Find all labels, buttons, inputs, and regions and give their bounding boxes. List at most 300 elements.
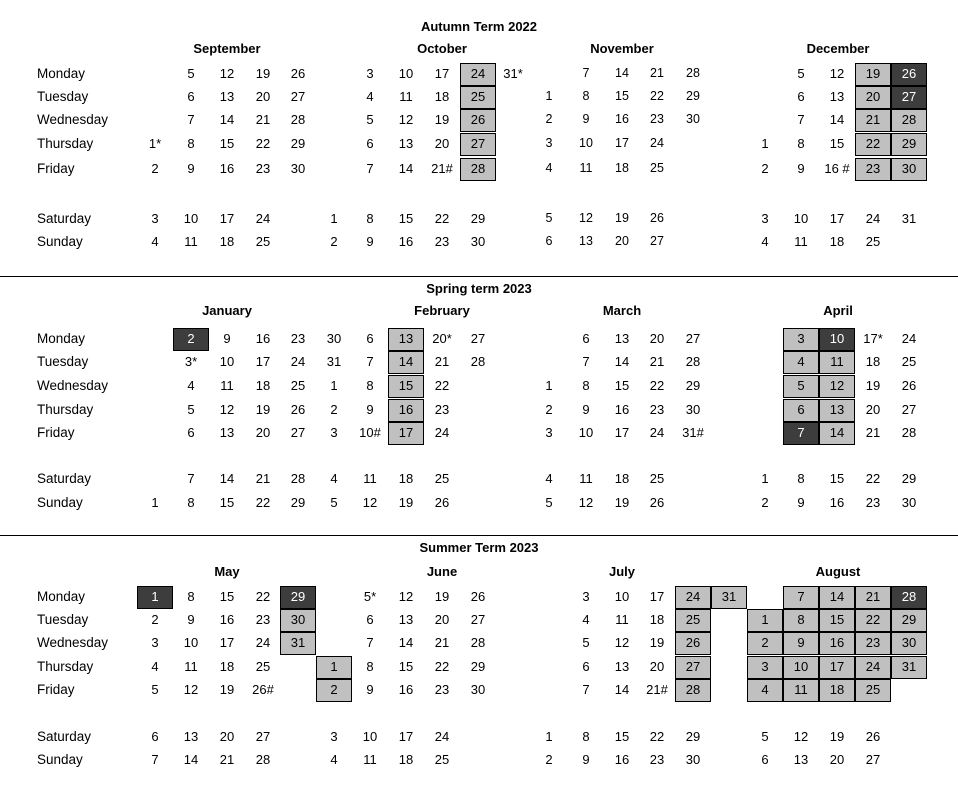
date-cell: 14 xyxy=(829,589,845,604)
date-cell: 31# xyxy=(682,425,704,440)
date-cell: 5 xyxy=(187,66,195,81)
date-cell: 27 xyxy=(685,659,701,674)
weekday-label: Tuesday xyxy=(37,612,89,627)
date-cell: 27 xyxy=(290,425,306,440)
date-cell: 12 xyxy=(398,589,414,604)
date-cell: 17* xyxy=(863,331,883,346)
date-cell: 18 xyxy=(434,89,450,104)
date-cell: 3 xyxy=(366,66,374,81)
date-cell: 10# xyxy=(359,425,381,440)
weekday-label: Sunday xyxy=(37,752,83,767)
date-cell: 1 xyxy=(761,136,769,151)
weekday-label: Friday xyxy=(37,682,75,697)
date-cell: 28 xyxy=(255,752,271,767)
date-cell: 18 xyxy=(649,612,665,627)
date-cell: 2 xyxy=(545,402,553,417)
date-cell: 12 xyxy=(829,66,845,81)
month-title: January xyxy=(202,303,252,318)
date-cell: 28 xyxy=(685,354,701,369)
date-cell: 2 xyxy=(761,495,769,510)
date-cell: 28 xyxy=(901,112,917,127)
date-cell: 11 xyxy=(363,752,377,767)
date-cell: 29 xyxy=(901,612,917,627)
date-cell: 21# xyxy=(431,161,453,176)
date-cell: 4 xyxy=(545,161,553,175)
date-cell: 4 xyxy=(187,378,195,393)
weekday-label: Saturday xyxy=(37,729,92,744)
date-cell: 30 xyxy=(470,234,486,249)
weekday-label: Friday xyxy=(37,425,75,440)
date-cell: 7 xyxy=(797,589,805,604)
date-cell: 21 xyxy=(649,354,665,369)
date-cell: 26 xyxy=(434,495,450,510)
date-cell: 20 xyxy=(434,612,450,627)
date-cell: 22 xyxy=(434,659,450,674)
weekday-label: Saturday xyxy=(37,211,92,226)
date-cell: 11 xyxy=(794,682,808,697)
date-cell: 2 xyxy=(761,161,769,176)
date-cell: 7 xyxy=(366,354,374,369)
date-cell: 6 xyxy=(366,612,374,627)
month-title: October xyxy=(417,41,467,56)
date-cell: 28 xyxy=(901,589,917,604)
month-title: February xyxy=(414,303,470,318)
date-cell: 28 xyxy=(685,682,701,697)
date-cell: 16 xyxy=(398,402,414,417)
date-cell: 31 xyxy=(901,211,917,226)
date-cell: 26 xyxy=(290,402,306,417)
date-cell: 27 xyxy=(865,752,881,767)
date-cell: 19 xyxy=(649,635,665,650)
date-cell: 31 xyxy=(326,354,342,369)
date-cell: 5 xyxy=(545,495,553,510)
date-cell: 10 xyxy=(362,729,378,744)
date-cell: 23 xyxy=(434,234,450,249)
date-cell: 18 xyxy=(255,378,271,393)
date-cell: 17 xyxy=(398,729,414,744)
date-cell: 5* xyxy=(363,589,377,604)
date-cell: 30 xyxy=(470,682,486,697)
date-cell: 25 xyxy=(434,471,450,486)
date-cell: 10 xyxy=(183,211,199,226)
date-cell: 26 xyxy=(865,729,881,744)
date-cell: 4 xyxy=(761,682,769,697)
date-cell: 26 xyxy=(649,495,665,510)
date-cell: 4 xyxy=(330,752,338,767)
weekday-label: Thursday xyxy=(37,136,94,151)
date-cell: 10 xyxy=(183,635,199,650)
date-cell: 16 xyxy=(614,752,630,767)
date-cell: 15 xyxy=(398,659,414,674)
date-cell: 23 xyxy=(649,402,665,417)
date-cell: 13 xyxy=(614,659,630,674)
date-cell: 10 xyxy=(398,66,414,81)
date-cell: 12 xyxy=(578,495,594,510)
date-cell: 30 xyxy=(901,495,917,510)
date-cell: 30 xyxy=(326,331,342,346)
date-cell: 12 xyxy=(219,66,235,81)
date-cell: 25 xyxy=(685,612,701,627)
date-cell: 22 xyxy=(434,378,450,393)
date-cell: 1 xyxy=(545,729,553,744)
date-cell: 21 xyxy=(255,471,271,486)
month-title: September xyxy=(193,41,261,56)
date-cell: 23 xyxy=(290,331,306,346)
date-cell: 27 xyxy=(470,331,486,346)
date-cell: 22 xyxy=(865,136,881,151)
date-cell: 22 xyxy=(865,612,881,627)
date-cell: 8 xyxy=(582,89,590,103)
date-cell: 7 xyxy=(797,112,805,127)
date-cell: 1 xyxy=(330,659,338,674)
date-cell: 6 xyxy=(545,234,553,248)
date-cell: 25 xyxy=(865,234,881,249)
date-cell: 30 xyxy=(901,635,917,650)
date-cell: 29 xyxy=(290,589,306,604)
date-cell: 15 xyxy=(398,378,414,393)
date-cell: 29 xyxy=(470,211,486,226)
date-cell: 11 xyxy=(830,354,844,369)
date-cell: 24 xyxy=(434,425,450,440)
date-cell: 24 xyxy=(865,211,881,226)
date-cell: 2 xyxy=(545,112,553,126)
date-cell: 2 xyxy=(330,234,338,249)
date-cell: 8 xyxy=(797,612,805,627)
date-cell: 30 xyxy=(290,612,306,627)
date-cell: 10 xyxy=(578,425,594,440)
date-cell: 24 xyxy=(649,425,665,440)
date-cell: 23 xyxy=(649,752,665,767)
date-cell: 12 xyxy=(614,635,630,650)
date-cell: 3 xyxy=(582,589,590,604)
date-cell: 6 xyxy=(761,752,769,767)
date-cell: 21 xyxy=(434,635,450,650)
date-cell: 11 xyxy=(579,161,593,175)
date-cell: 8 xyxy=(187,589,195,604)
date-cell: 13 xyxy=(793,752,809,767)
date-cell: 15 xyxy=(219,589,235,604)
date-cell: 7 xyxy=(582,354,590,369)
date-cell: 9 xyxy=(582,112,590,126)
date-cell: 22 xyxy=(255,136,271,151)
date-cell: 23 xyxy=(255,612,271,627)
date-cell: 18 xyxy=(615,161,629,175)
date-cell: 22 xyxy=(649,378,665,393)
date-cell: 7 xyxy=(797,425,805,440)
date-cell: 25 xyxy=(901,354,917,369)
date-cell: 5 xyxy=(761,729,769,744)
date-cell: 17 xyxy=(434,66,450,81)
date-cell: 3 xyxy=(545,425,553,440)
date-cell: 5 xyxy=(151,682,159,697)
date-cell: 10 xyxy=(793,211,809,226)
date-cell: 17 xyxy=(398,425,414,440)
date-cell: 21 xyxy=(219,752,235,767)
date-cell: 21 xyxy=(865,425,881,440)
date-cell: 15 xyxy=(614,378,630,393)
date-cell: 15 xyxy=(829,136,845,151)
date-cell: 19 xyxy=(865,66,881,81)
date-cell: 3 xyxy=(330,425,338,440)
date-cell: 6 xyxy=(187,89,195,104)
date-cell: 3 xyxy=(545,136,553,150)
date-cell: 1 xyxy=(151,589,159,604)
date-cell: 28 xyxy=(470,354,486,369)
date-cell: 2 xyxy=(330,402,338,417)
date-cell: 14 xyxy=(183,752,199,767)
date-cell: 15 xyxy=(829,612,845,627)
date-cell: 19 xyxy=(255,402,271,417)
weekday-label: Monday xyxy=(37,331,86,346)
date-cell: 17 xyxy=(829,211,845,226)
weekday-label: Sunday xyxy=(37,234,83,249)
date-cell: 17 xyxy=(649,589,665,604)
weekday-label: Wednesday xyxy=(37,635,109,650)
date-cell: 26 xyxy=(470,112,486,127)
date-cell: 23 xyxy=(650,112,664,126)
date-cell: 1 xyxy=(761,471,769,486)
date-cell: 21 xyxy=(865,112,881,127)
date-cell: 18 xyxy=(865,354,881,369)
date-cell: 28 xyxy=(290,112,306,127)
date-cell: 26# xyxy=(252,682,274,697)
date-cell: 7 xyxy=(187,112,195,127)
date-cell: 7 xyxy=(582,66,590,80)
date-cell: 5 xyxy=(545,211,553,225)
date-cell: 24 xyxy=(685,589,701,604)
date-cell: 12 xyxy=(183,682,199,697)
date-cell: 24 xyxy=(865,659,881,674)
date-cell: 20 xyxy=(649,331,665,346)
date-cell: 13 xyxy=(398,612,414,627)
date-cell: 19 xyxy=(865,378,881,393)
month-title: April xyxy=(823,303,853,318)
date-cell: 15 xyxy=(219,136,235,151)
month-title: November xyxy=(590,41,654,56)
date-cell: 5 xyxy=(330,495,338,510)
date-cell: 14 xyxy=(829,112,845,127)
date-cell: 4 xyxy=(545,471,553,486)
date-cell: 19 xyxy=(398,495,414,510)
date-cell: 14 xyxy=(614,682,630,697)
date-cell: 17 xyxy=(829,659,845,674)
date-cell: 12 xyxy=(219,402,235,417)
date-cell: 15 xyxy=(219,495,235,510)
date-cell: 8 xyxy=(366,211,374,226)
date-cell: 7 xyxy=(366,161,374,176)
date-cell: 5 xyxy=(797,66,805,81)
date-cell: 3 xyxy=(330,729,338,744)
date-cell: 16 xyxy=(398,682,414,697)
date-cell: 6 xyxy=(151,729,159,744)
date-cell: 1 xyxy=(330,211,338,226)
date-cell: 13 xyxy=(829,402,845,417)
date-cell: 15 xyxy=(829,471,845,486)
date-cell: 19 xyxy=(255,66,271,81)
date-cell: 23 xyxy=(865,495,881,510)
date-cell: 14 xyxy=(219,112,235,127)
date-cell: 16 xyxy=(614,402,630,417)
date-cell: 6 xyxy=(366,331,374,346)
date-cell: 4 xyxy=(366,89,374,104)
date-cell: 25 xyxy=(650,161,664,175)
date-cell: 18 xyxy=(829,234,845,249)
date-cell: 30 xyxy=(901,161,917,176)
date-cell: 15 xyxy=(615,89,629,103)
date-cell: 5 xyxy=(366,112,374,127)
date-cell: 8 xyxy=(582,378,590,393)
date-cell: 14 xyxy=(219,471,235,486)
date-cell: 9 xyxy=(187,161,195,176)
date-cell: 8 xyxy=(797,471,805,486)
month-title: August xyxy=(815,564,861,579)
weekday-label: Tuesday xyxy=(37,354,89,369)
date-cell: 1* xyxy=(148,136,162,151)
date-cell: 5 xyxy=(582,635,590,650)
date-cell: 14 xyxy=(398,354,414,369)
date-cell: 11 xyxy=(794,234,808,249)
date-cell: 22 xyxy=(434,211,450,226)
date-cell: 23 xyxy=(434,682,450,697)
date-cell: 13 xyxy=(398,331,414,346)
date-cell: 26 xyxy=(650,211,664,225)
date-cell: 26 xyxy=(470,589,486,604)
date-cell: 2 xyxy=(151,612,159,627)
date-cell: 6 xyxy=(366,136,374,151)
date-cell: 27 xyxy=(290,89,306,104)
date-cell: 16 xyxy=(829,635,845,650)
date-cell: 30 xyxy=(685,402,701,417)
date-cell: 7 xyxy=(187,471,195,486)
date-cell: 10 xyxy=(793,659,809,674)
date-cell: 2 xyxy=(761,635,769,650)
date-cell: 13 xyxy=(183,729,199,744)
date-cell: 4 xyxy=(797,354,805,369)
date-cell: 27 xyxy=(470,136,486,151)
date-cell: 24 xyxy=(255,635,271,650)
date-cell: 13 xyxy=(398,136,414,151)
date-cell: 29 xyxy=(685,378,701,393)
date-cell: 27 xyxy=(470,612,486,627)
date-cell: 28 xyxy=(901,425,917,440)
date-cell: 12 xyxy=(398,112,414,127)
date-cell: 8 xyxy=(582,729,590,744)
date-cell: 7 xyxy=(151,752,159,767)
date-cell: 30 xyxy=(290,161,306,176)
date-cell: 30 xyxy=(686,112,700,126)
date-cell: 2 xyxy=(151,161,159,176)
date-cell: 7 xyxy=(582,682,590,697)
date-cell: 20 xyxy=(255,89,271,104)
date-cell: 24 xyxy=(290,354,306,369)
date-cell: 9 xyxy=(223,331,231,346)
date-cell: 25 xyxy=(255,659,271,674)
date-cell: 3 xyxy=(151,635,159,650)
date-cell: 12 xyxy=(793,729,809,744)
date-cell: 13 xyxy=(219,425,235,440)
date-cell: 15 xyxy=(614,729,630,744)
weekday-label: Tuesday xyxy=(37,89,89,104)
date-cell: 14 xyxy=(615,66,629,80)
date-cell: 11 xyxy=(615,612,629,627)
date-cell: 9 xyxy=(797,161,805,176)
date-cell: 20 xyxy=(434,136,450,151)
date-cell: 20 xyxy=(255,425,271,440)
date-cell: 18 xyxy=(829,682,845,697)
date-cell: 25 xyxy=(865,682,881,697)
date-cell: 24 xyxy=(650,136,664,150)
date-cell: 16 xyxy=(829,495,845,510)
date-cell: 12 xyxy=(579,211,593,225)
date-cell: 11 xyxy=(220,378,234,393)
date-cell: 16 xyxy=(615,112,629,126)
date-cell: 3 xyxy=(761,659,769,674)
date-cell: 4 xyxy=(761,234,769,249)
date-cell: 18 xyxy=(398,752,414,767)
date-cell: 22 xyxy=(255,589,271,604)
date-cell: 1 xyxy=(151,495,159,510)
date-cell: 20 xyxy=(615,234,629,248)
section-divider xyxy=(0,535,958,536)
date-cell: 9 xyxy=(582,752,590,767)
date-cell: 7 xyxy=(366,635,374,650)
date-cell: 8 xyxy=(366,659,374,674)
date-cell: 25 xyxy=(470,89,486,104)
date-cell: 31 xyxy=(721,589,737,604)
date-cell: 22 xyxy=(255,495,271,510)
date-cell: 28 xyxy=(686,66,700,80)
month-title: July xyxy=(608,564,635,579)
date-cell: 29 xyxy=(686,89,700,103)
date-cell: 18 xyxy=(219,234,235,249)
date-cell: 13 xyxy=(829,89,845,104)
date-cell: 19 xyxy=(829,729,845,744)
date-cell: 19 xyxy=(434,112,450,127)
date-cell: 1 xyxy=(545,378,553,393)
date-cell: 24 xyxy=(901,331,917,346)
date-cell: 24 xyxy=(255,211,271,226)
date-cell: 20 xyxy=(649,659,665,674)
date-cell: 26 xyxy=(290,66,306,81)
date-cell: 8 xyxy=(187,495,195,510)
date-cell: 19 xyxy=(219,682,235,697)
date-cell: 23 xyxy=(434,402,450,417)
date-cell: 6 xyxy=(582,331,590,346)
date-cell: 31* xyxy=(503,66,523,81)
date-cell: 13 xyxy=(579,234,593,248)
date-cell: 26 xyxy=(901,378,917,393)
date-cell: 17 xyxy=(219,635,235,650)
date-cell: 19 xyxy=(434,589,450,604)
weekday-label: Monday xyxy=(37,66,86,81)
date-cell: 5 xyxy=(797,378,805,393)
date-cell: 20 xyxy=(829,752,845,767)
weekday-label: Wednesday xyxy=(37,378,109,393)
date-cell: 25 xyxy=(290,378,306,393)
date-cell: 20 xyxy=(865,89,881,104)
date-cell: 17 xyxy=(615,136,629,150)
date-cell: 9 xyxy=(797,635,805,650)
date-cell: 10 xyxy=(219,354,235,369)
date-cell: 9 xyxy=(366,402,374,417)
term-title: Spring term 2023 xyxy=(426,281,532,296)
date-cell: 28 xyxy=(290,471,306,486)
weekday-label: Thursday xyxy=(37,402,94,417)
month-title: March xyxy=(602,303,642,318)
date-cell: 4 xyxy=(151,234,159,249)
month-title: May xyxy=(214,564,240,579)
weekday-label: Friday xyxy=(37,161,75,176)
